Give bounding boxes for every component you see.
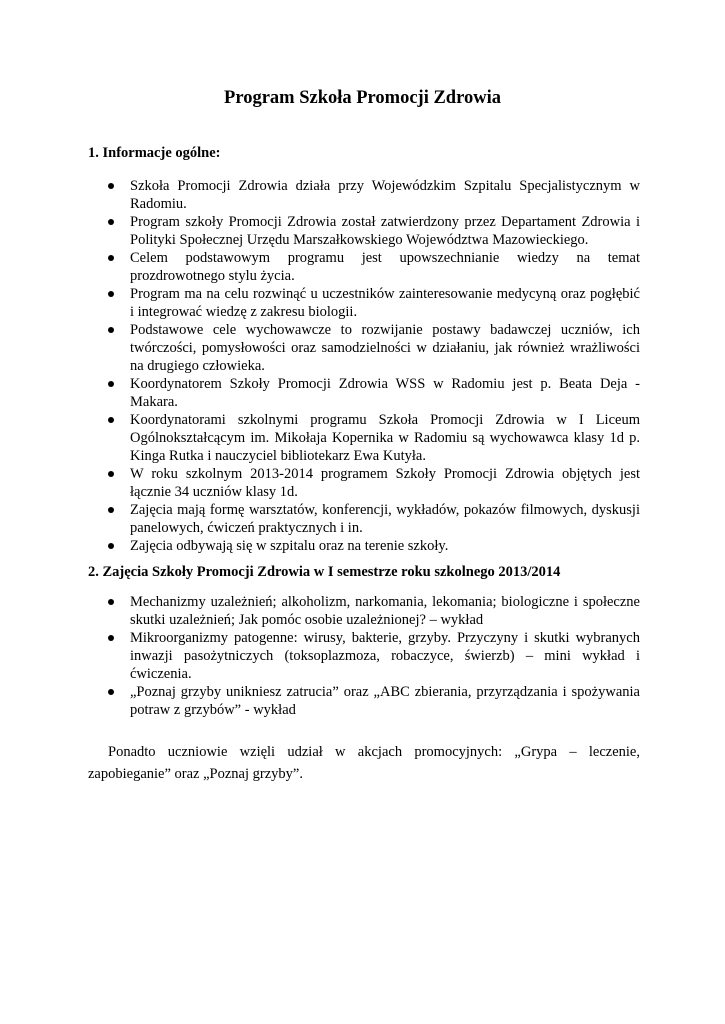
list-item-text: Mechanizmy uzależnień; alkoholizm, narkomania, lekomania; biologiczne i społeczne skutki uzależnień; Jak pomóc osobie uzależnionej? – wykład [130, 594, 640, 628]
list-item-text: W roku szkolnym 2013-2014 programem Szkoły Promocji Zdrowia objętych jest łącznie 34 uczniów klasy 1d. [130, 466, 640, 500]
list-item-text: Program ma na celu rozwinąć u uczestników zainteresowanie medycyną oraz pogłębić i integrować wiedzę z zakresu biologii. [130, 286, 640, 320]
document-title: Program Szkoła Promocji Zdrowia [224, 88, 501, 108]
list-item [130, 593, 640, 629]
bullet-icon [108, 689, 114, 695]
list-item [130, 537, 640, 555]
bullet-icon [108, 471, 114, 477]
list-item-text: Szkoła Promocji Zdrowia działa przy Wojewódzkim Szpitalu Specjalistycznym w Radomiu. [130, 178, 640, 212]
list-item [130, 465, 640, 501]
list-item-text: Koordynatorem Szkoły Promocji Zdrowia WSS w Radomiu jest p. Beata Deja - Makara. [130, 376, 640, 410]
bullet-icon [108, 327, 114, 333]
bullet-icon [108, 599, 114, 605]
section-2-heading: 2. Zajęcia Szkoły Promocji Zdrowia w I semestrze roku szkolnego 2013/2014 [88, 564, 561, 580]
list-item [130, 375, 640, 411]
list-item [130, 501, 640, 537]
section-1-heading: 1. Informacje ogólne: [88, 145, 221, 161]
list-item [130, 213, 640, 249]
list-item-text: „Poznaj grzyby unikniesz zatrucia” oraz „ABC zbierania, przyrządzania i spożywania potraw z grzybów” - wykład [130, 684, 640, 718]
bullet-icon [108, 543, 114, 549]
bullet-icon [108, 291, 114, 297]
list-item-text: Podstawowe cele wychowawcze to rozwijanie postawy badawczej uczniów, ich twórczości, pomysłowości oraz samodzielności w działaniu, jak również wrażliwości na drugiego człowieka. [130, 322, 640, 374]
list-item [130, 285, 640, 321]
list-item-text: Celem podstawowym programu jest upowszechnianie wiedzy na temat prozdrowotnego stylu życia. [130, 250, 640, 284]
bullet-icon [108, 183, 114, 189]
list-item-text: Koordynatorami szkolnymi programu Szkoła Promocji Zdrowia w I Liceum Ogólnokształcącym im. Mikołaja Kopernika w Radomiu są wychowawca klasy 1d p. Kinga Rutka i nauczyciel bibliotekarz Ewa Kutyła. [130, 412, 640, 464]
list-item-text: Zajęcia mają formę warsztatów, konferencji, wykładów, pokazów filmowych, dyskusji panelowych, ćwiczeń praktycznych i in. [130, 502, 640, 536]
closing-paragraph: Ponadto uczniowie wzięli udział w akcjach promocyjnych: „Grypa – leczenie, zapobieganie” oraz „Poznaj grzyby”. [88, 744, 640, 782]
bullet-icon [108, 219, 114, 225]
section-1-list [0, 177, 725, 555]
list-item [130, 629, 640, 683]
bullet-icon [108, 507, 114, 513]
list-item [130, 177, 640, 213]
bullet-icon [108, 381, 114, 387]
section-2-list [0, 593, 725, 719]
list-item-text: Zajęcia odbywają się w szpitalu oraz na terenie szkoły. [130, 538, 449, 554]
bullet-icon [108, 255, 114, 261]
list-item [130, 411, 640, 465]
list-item [130, 249, 640, 285]
list-item-text: Program szkoły Promocji Zdrowia został zatwierdzony przez Departament Zdrowia i Polityki Społecznej Urzędu Marszałkowskiego Województwa Mazowieckiego. [130, 214, 640, 248]
bullet-icon [108, 417, 114, 423]
list-item [130, 683, 640, 719]
list-item [130, 321, 640, 375]
list-item-text: Mikroorganizmy patogenne: wirusy, bakterie, grzyby. Przyczyny i skutki wybranych inwazji pasożytniczych (toksoplazmoza, robaczyce, świerzb) – mini wykład i ćwiczenia. [130, 630, 640, 682]
bullet-icon [108, 635, 114, 641]
